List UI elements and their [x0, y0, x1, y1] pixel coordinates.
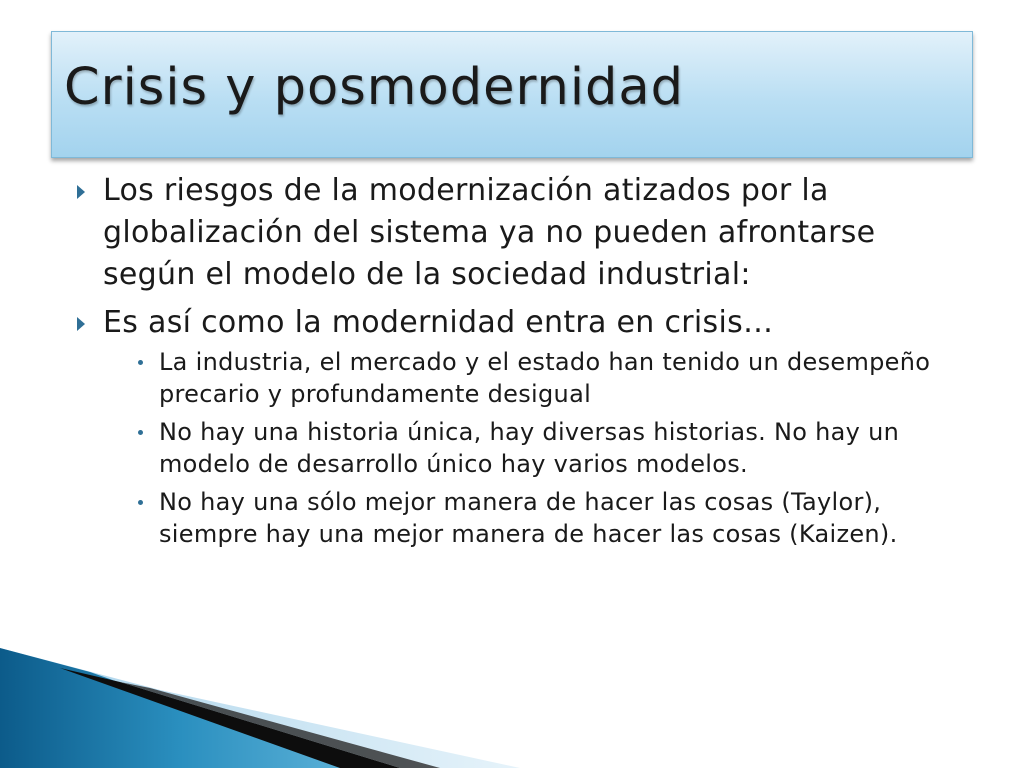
- sub-bullet-text-2: No hay una historia única, hay diversas historias. No hay un modelo de desarrollo único hay varios modelos.: [159, 418, 900, 478]
- slide-title: Crisis y posmodernidad: [64, 58, 685, 117]
- sub-bullet-text-1: La industria, el mercado y el estado han tenido un desempeño precario y profundamente desigual: [159, 348, 931, 408]
- sub-bullet-text-3: No hay una sólo mejor manera de hacer las cosas (Taylor), siempre hay una mejor manera de hacer las cosas (Kaizen).: [159, 488, 898, 548]
- bullet-text-2: Es así como la modernidad entra en crisis…: [103, 305, 774, 340]
- bullet-text-1: Los riesgos de la modernización atizados por la globalización del sistema ya no pueden afrontarse según el modelo de la sociedad industrial:: [103, 173, 876, 292]
